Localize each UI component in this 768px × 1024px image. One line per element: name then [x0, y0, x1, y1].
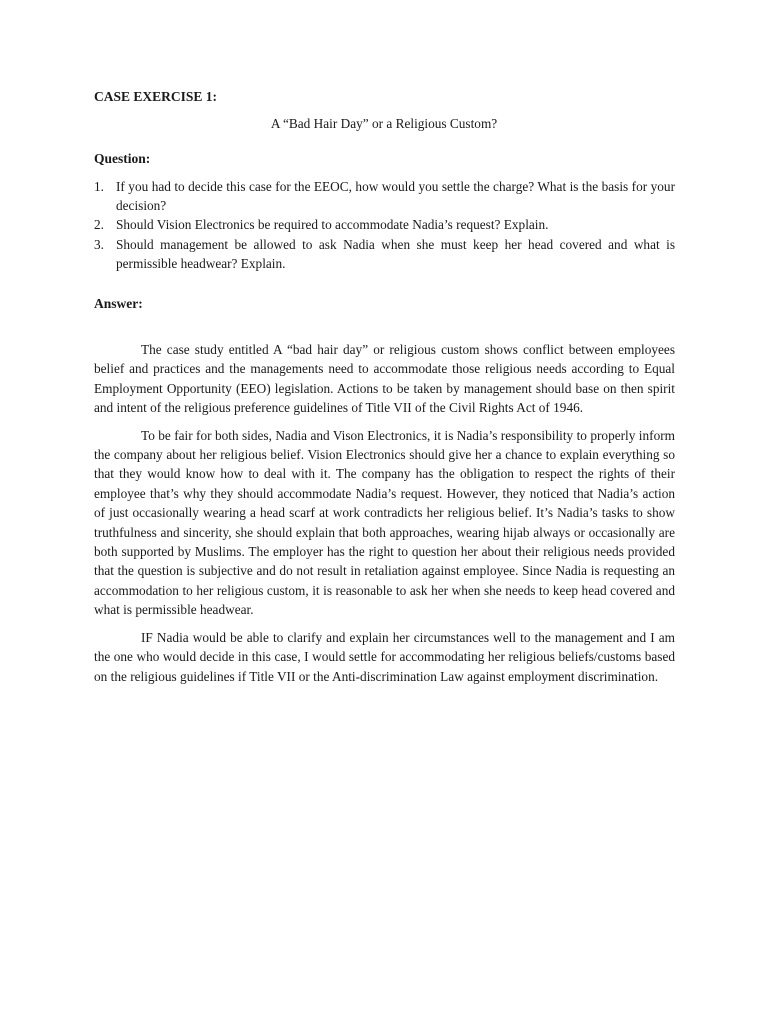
question-item [94, 215, 675, 234]
answer-paragraph: To be fair for both sides, Nadia and Vison Electronics, it is Nadia’s responsibility to properly inform the company about her religious belief. Vision Electronics should give her a chance to explain everything so that they would know how to deal with it. The company has the obligation to respect the rights of their employee that’s why they should accommodate Nadia’s request. However, they noticed that Nadia’s action of just occasionally wearing a head scarf at work contradicts her religious belief. It’s Nadia’s tasks to show truthfulness and sincerity, she should explain that both approaches, wearing hijab always or occasionally are both supported by Muslims. The employer has the right to question her about their religious needs provided that the question is subjective and do not result in retaliation against employee. Since Nadia is requesting an accommodation to her religious custom, it is reasonable to ask her when she needs to keep head covered and what is permissible headwear. [94, 427, 675, 618]
answer-body [94, 340, 675, 694]
question-text: Should management be allowed to ask Nadia when she must keep her head covered and what is permissible headwear? Explain. [116, 236, 675, 271]
question-number: 1. [94, 179, 104, 194]
question-text: If you had to decide this case for the EEOC, how would you settle the charge? What is the basis for your decision? [116, 179, 675, 214]
question-heading: Question: [94, 151, 151, 166]
case-heading: CASE EXERCISE 1: [94, 89, 218, 104]
answer-paragraph: IF Nadia would be able to clarify and explain her circumstances well to the management and I am the one who would decide in this case, I would settle for accommodating her religious beliefs/customs based on the religious guidelines if Title VII or the Anti-discrimination Law against employment discrimination. [94, 629, 675, 684]
question-item [94, 235, 675, 273]
question-number: 3. [94, 236, 104, 252]
answer-heading: Answer: [94, 296, 143, 311]
question-text: Should Vision Electronics be required to accommodate Nadia’s request? Explain. [116, 217, 549, 233]
case-title: A “Bad Hair Day” or a Religious Custom? [270, 116, 498, 131]
question-list [94, 177, 675, 273]
question-number: 2. [94, 217, 104, 233]
question-item [94, 177, 675, 215]
answer-paragraph: The case study entitled A “bad hair day” or religious custom shows conflict between employees belief and practices and the managements need to accommodate those religious needs according to Equal Employment Opportunity (EEO) legislation. Actions to be taken by management should base on then spirit and intent of the religious preference guidelines of Title VII of the Civil Rights Act of 1946. [94, 342, 675, 416]
